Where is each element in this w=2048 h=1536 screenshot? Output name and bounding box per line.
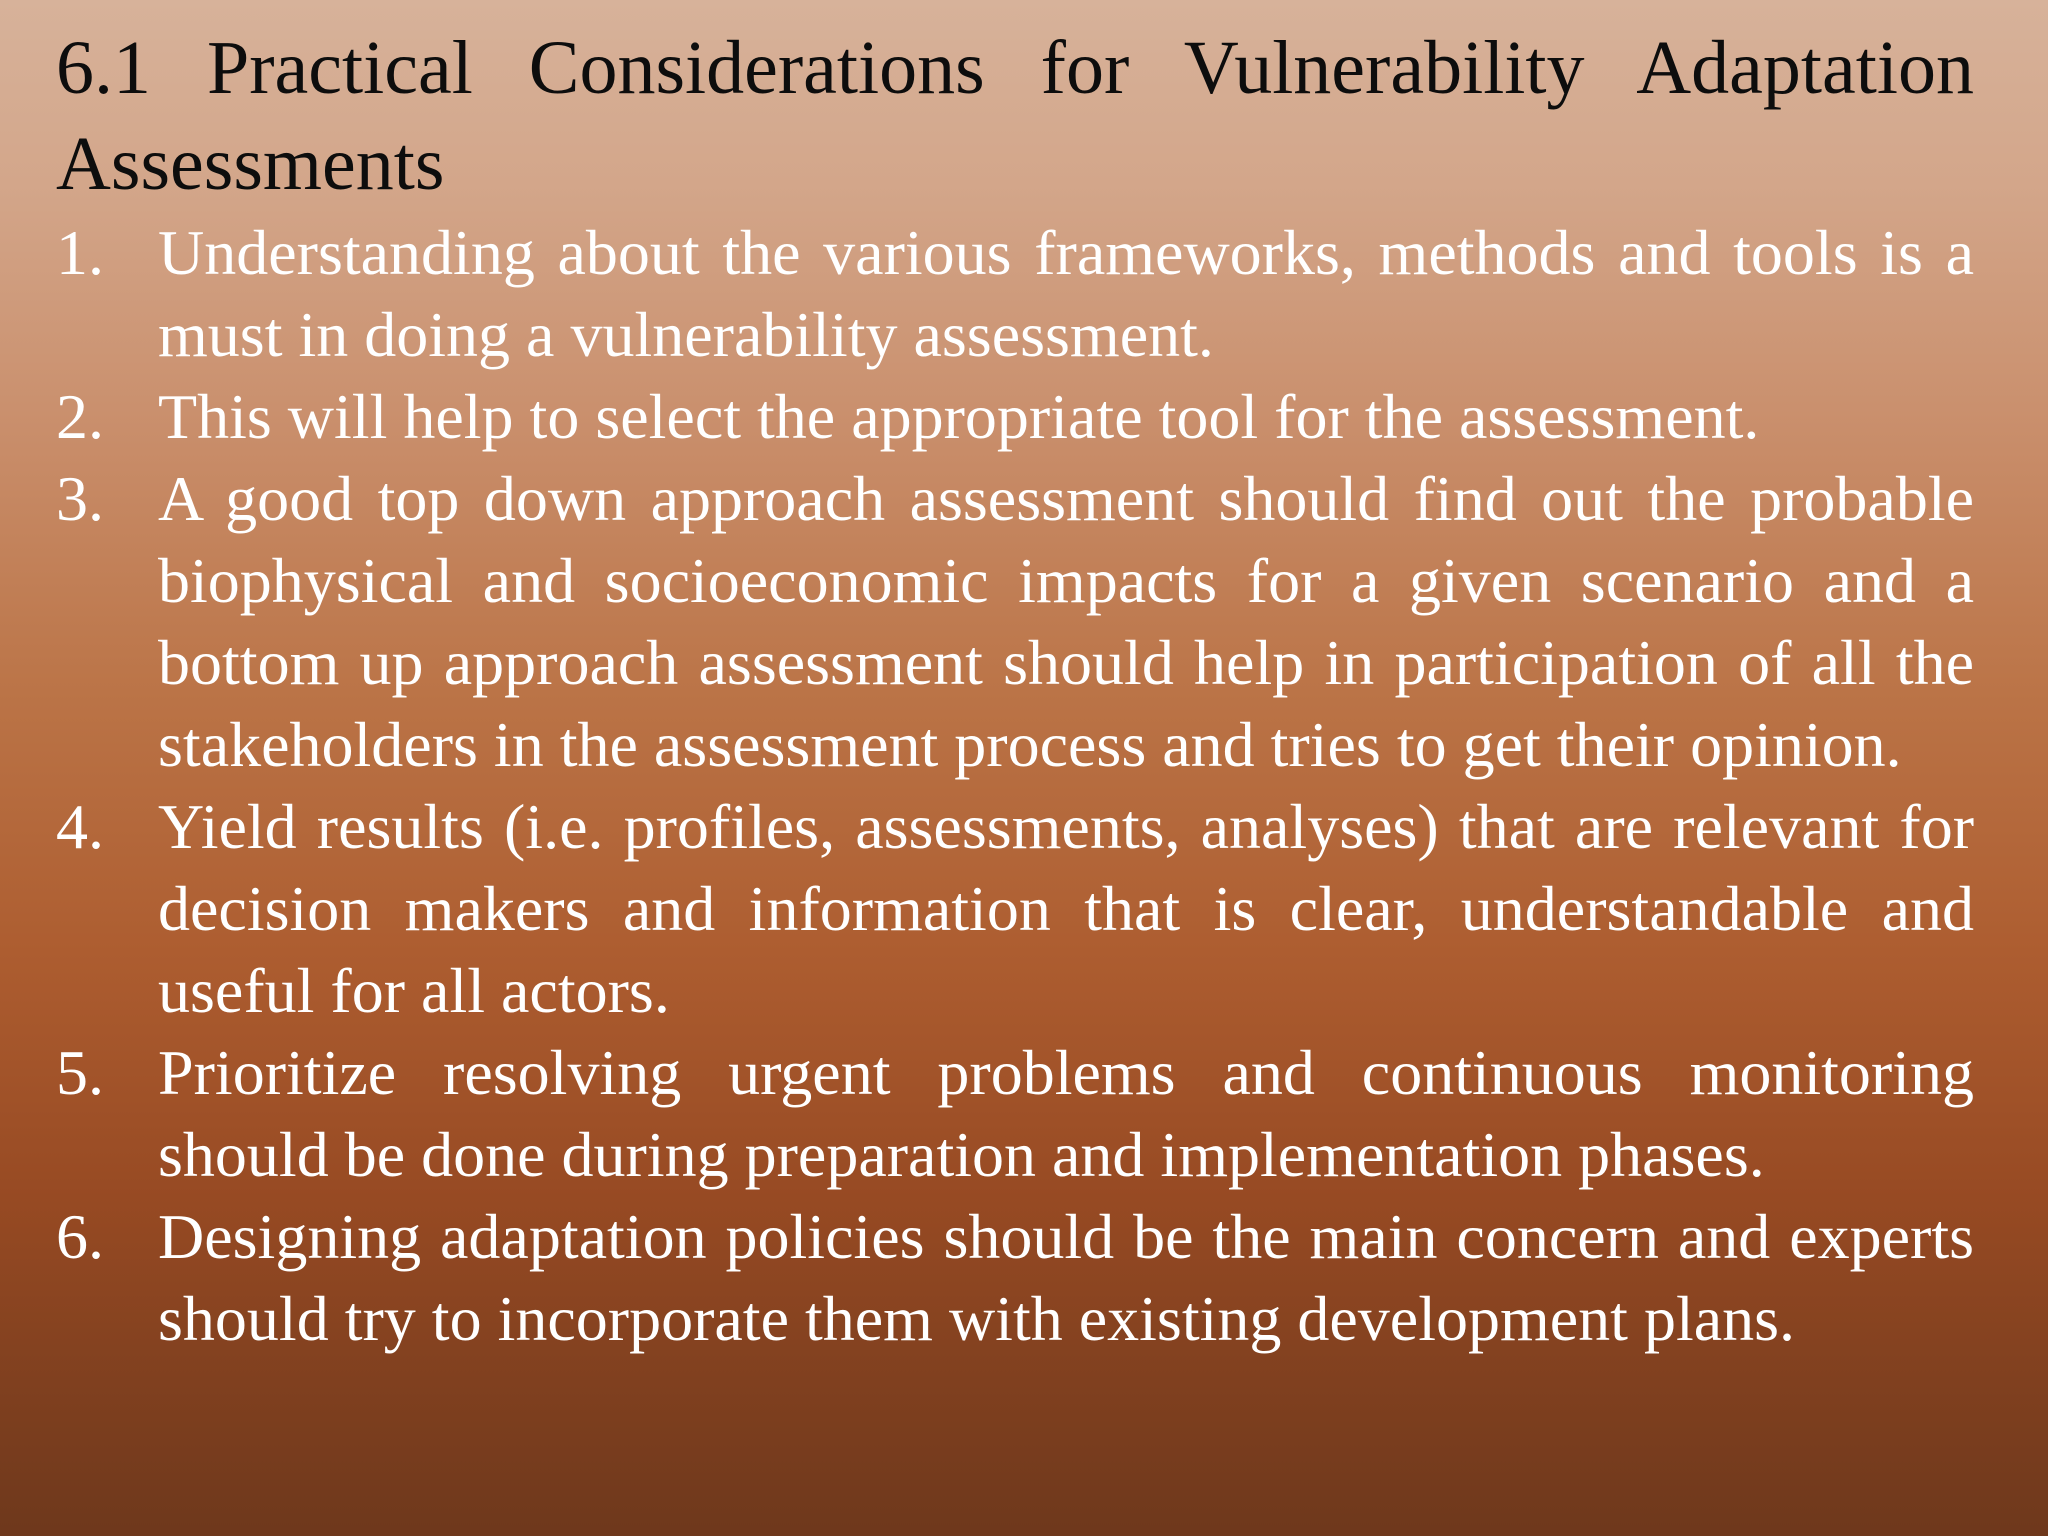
slide-content <box>56 20 1974 1360</box>
list-item-text: Yield results (i.e. profiles, assessments, analyses) that are relevant for decision makers and information that is clear, understandable and useful for all actors. <box>158 791 1974 1026</box>
list-item-text: This will help to select the appropriate tool for the assessment. <box>158 381 1760 452</box>
list-item-number: 3. <box>56 463 104 534</box>
list-item-text: Designing adaptation policies should be the main concern and experts should try to incorporate them with existing development plans. <box>158 1201 1974 1354</box>
list-item-number: 6. <box>56 1201 104 1272</box>
list-item <box>56 376 1974 458</box>
considerations-list <box>56 212 1974 1360</box>
list-item <box>56 212 1974 376</box>
list-item <box>56 786 1974 1032</box>
list-item-text: Prioritize resolving urgent problems and continuous monitoring should be done during preparation and implementation phases. <box>158 1037 1974 1190</box>
list-item-number: 5. <box>56 1037 104 1108</box>
list-item-number: 1. <box>56 217 104 288</box>
list-item <box>56 458 1974 786</box>
list-item-number: 2. <box>56 381 104 452</box>
list-item <box>56 1032 1974 1196</box>
list-item-text: A good top down approach assessment should find out the probable biophysical and socioeconomic impacts for a given scenario and a bottom up approach assessment should help in participation of all the stakeholders in the assessment process and tries to get their opinion. <box>158 463 1974 780</box>
slide-title: 6.1 Practical Considerations for Vulnerability Adaptation Assessments <box>56 26 1974 206</box>
list-item <box>56 1196 1974 1360</box>
list-item-number: 4. <box>56 791 104 862</box>
list-item-text: Understanding about the various frameworks, methods and tools is a must in doing a vulnerability assessment. <box>158 217 1974 370</box>
